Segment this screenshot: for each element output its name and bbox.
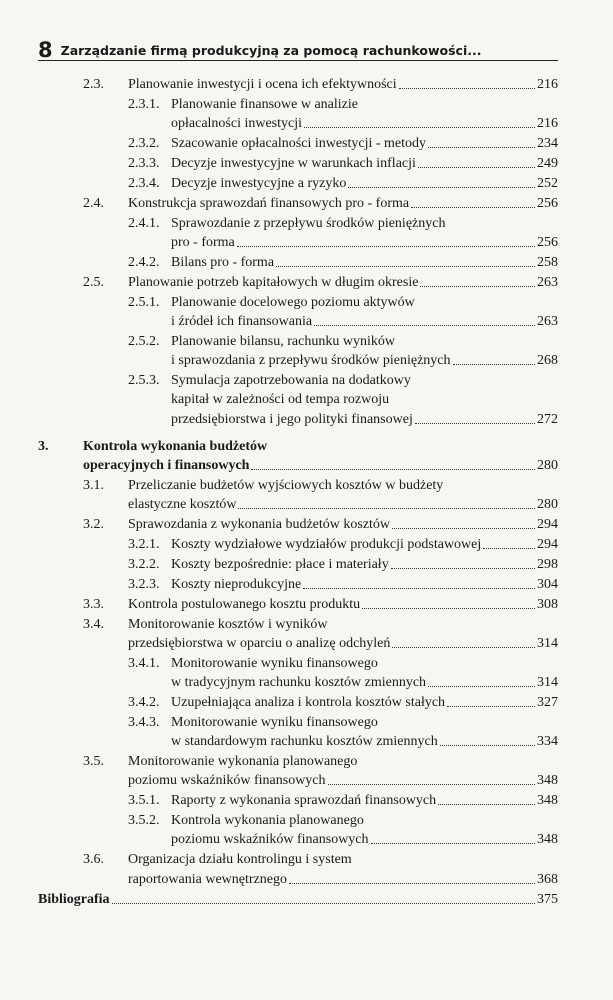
- toc-page-number: 314: [537, 675, 558, 690]
- toc-entry-number: 2.3.: [83, 77, 104, 92]
- toc-entry-number: 2.5.2.: [128, 333, 160, 349]
- toc-entry-number: 2.3.2.: [128, 136, 160, 152]
- toc-line: [171, 333, 395, 351]
- toc-entry-number: 2.5.1.: [128, 294, 160, 310]
- toc-entry-number: 2.5.3.: [128, 373, 160, 389]
- toc-entry-title: Bibliografia: [38, 891, 110, 907]
- toc-line: [171, 313, 558, 331]
- dot-leader: [391, 556, 535, 569]
- toc-line: [171, 391, 389, 409]
- toc-line: [128, 477, 443, 495]
- toc-line: [128, 195, 558, 213]
- toc-line: [128, 496, 558, 514]
- toc-entry-title: Monitorowanie kosztów i wyników: [128, 616, 328, 632]
- toc-entry-title: raportowania wewnętrznego: [128, 871, 287, 887]
- dot-leader: [314, 313, 535, 326]
- toc-entry-number: 2.3.4.: [128, 175, 160, 191]
- toc-line: [128, 753, 357, 771]
- toc-page-number: 375: [537, 891, 558, 907]
- toc-line: [128, 616, 327, 634]
- toc-page-number: 256: [537, 235, 558, 250]
- toc-page-number: 268: [537, 353, 558, 369]
- toc-entry-title: Koszty bezpośrednie: płace i materiały: [171, 556, 389, 572]
- toc-entry-title: Organizacja działu kontrolingu i system: [128, 852, 352, 868]
- toc-line: [171, 714, 378, 732]
- toc-entry-number: 2.3.1.: [128, 96, 160, 112]
- dot-leader: [392, 516, 535, 529]
- dot-leader: [428, 135, 535, 148]
- toc-line: [171, 215, 445, 233]
- toc-entry-title: Planowanie potrzeb kapitałowych w długim okresie: [128, 274, 419, 290]
- toc-line: [128, 635, 558, 653]
- dot-leader: [438, 792, 535, 805]
- dot-leader: [392, 635, 535, 648]
- toc-line: [171, 294, 415, 312]
- toc-page-number: 216: [537, 77, 558, 92]
- toc-line: [171, 556, 558, 574]
- toc-entry-title: Monitorowanie wyniku finansowego: [171, 714, 378, 730]
- toc-entry-title: w standardowym rachunku kosztów zmiennych: [171, 734, 438, 750]
- toc-page-number: 249: [537, 156, 558, 171]
- dot-leader: [483, 536, 535, 549]
- dot-leader: [418, 155, 535, 168]
- dot-leader: [447, 694, 535, 707]
- toc-line: [171, 96, 358, 114]
- toc-line: [171, 254, 558, 272]
- toc-entry-number: 3.1.: [83, 477, 104, 493]
- toc-page-number: 348: [537, 773, 558, 789]
- toc-line: [128, 516, 558, 534]
- toc-entry-title: opłacalności inwestycji: [171, 116, 303, 132]
- toc-entry-title: Przeliczanie budżetów wyjściowych kosztów w budżety: [128, 477, 444, 493]
- toc-entry-title: Bilans pro - forma: [171, 254, 275, 270]
- running-title: Zarządzanie firmą produkcyjną za pomocą rachunkowości...: [60, 43, 482, 58]
- toc-line: [128, 596, 558, 614]
- toc-line: [128, 772, 558, 790]
- toc-entry-title: Kontrola postulowanego kosztu produktu: [128, 596, 361, 612]
- toc-entry-title: Monitorowanie wyniku finansowego: [171, 655, 378, 671]
- dot-leader: [399, 76, 535, 89]
- toc-entry-number: 3.3.: [83, 596, 104, 612]
- toc-entry-number: 3.4.1.: [128, 655, 160, 671]
- toc-entry-title: Koszty wydziałowe wydziałów produkcji podstawowej: [171, 536, 482, 552]
- dot-leader: [237, 234, 535, 247]
- toc-entry-title: i sprawozdania z przepływu środków pieniężnych: [171, 353, 451, 369]
- toc-page-number: 314: [537, 635, 558, 651]
- toc-line: [171, 792, 558, 810]
- toc-entry-title: przedsiębiorstwa i jego polityki finansowej: [171, 411, 413, 427]
- toc-entry-number: 2.3.3.: [128, 156, 160, 171]
- toc-entry-number: 2.4.2.: [128, 254, 160, 270]
- toc-entry-number: 3.2.1.: [128, 536, 160, 552]
- toc-line: [171, 411, 558, 429]
- toc-page-number: 263: [537, 314, 558, 329]
- toc-entry-title: pro - forma: [171, 235, 235, 250]
- dot-leader: [304, 115, 535, 128]
- toc-line: [171, 536, 558, 554]
- dot-leader: [251, 457, 535, 470]
- toc-entry-number: 3.5.2.: [128, 813, 160, 829]
- toc-entry-number: 3.5.: [83, 754, 104, 769]
- toc-line: [83, 457, 558, 475]
- toc-line: [128, 76, 558, 94]
- toc-entry-number: 2.5.: [83, 274, 104, 290]
- toc-entry-title: Decyzje inwestycyjne a ryzyko: [171, 175, 347, 191]
- toc-line: [171, 372, 411, 390]
- toc-page-number: 256: [537, 195, 558, 211]
- toc-entry-title: Planowanie bilansu, rachunku wyników: [171, 333, 395, 349]
- dot-leader: [440, 733, 535, 746]
- toc-entry-number: 3.4.2.: [128, 694, 160, 710]
- toc-line: [171, 135, 558, 153]
- toc-entry-title: Planowanie inwestycji i ocena ich efektywności: [128, 77, 397, 92]
- toc-page-number: 272: [537, 411, 558, 427]
- toc-entry-title: Sprawozdanie z przepływu środków pieniężnych: [171, 215, 446, 231]
- toc-entry-title: przedsiębiorstwa w oparciu o analizę odchyleń: [128, 635, 391, 651]
- dot-leader: [371, 831, 535, 844]
- toc-entry-number: 3.6.: [83, 852, 104, 868]
- dot-leader: [328, 772, 535, 785]
- toc-entry-number: 3.4.3.: [128, 714, 160, 730]
- toc-page-number: 334: [537, 734, 558, 750]
- toc-entry-title: Raporty z wykonania sprawozdań finansowych: [171, 793, 437, 809]
- dot-leader: [112, 891, 535, 904]
- dot-leader: [411, 195, 535, 208]
- toc-line: [171, 352, 558, 370]
- toc-page-number: 280: [537, 497, 558, 513]
- toc-line: [171, 155, 558, 173]
- dot-leader: [276, 254, 535, 267]
- toc-page-number: 348: [537, 832, 558, 848]
- toc-line: [171, 115, 558, 133]
- toc-entry-number: 3.2.2.: [128, 556, 160, 572]
- dot-leader: [348, 175, 535, 188]
- toc-entry-number: 3.5.1.: [128, 793, 160, 809]
- toc-entry-title: operacyjnych i finansowych: [83, 457, 250, 473]
- toc-entry-number: 3.: [38, 438, 49, 454]
- toc-line: [171, 733, 558, 751]
- toc-line: [171, 674, 558, 692]
- dot-leader: [303, 576, 535, 589]
- dot-leader: [415, 411, 535, 424]
- dot-leader: [428, 674, 535, 687]
- toc-entry-title: Szacowanie opłacalności inwestycji - metody: [171, 136, 427, 152]
- toc-entry-title: Planowanie finansowe w analizie: [171, 96, 358, 112]
- toc-page-number: 252: [537, 175, 558, 191]
- toc-line: [171, 831, 558, 849]
- toc-line: [128, 274, 558, 292]
- toc-entry-number: 2.4.1.: [128, 215, 160, 231]
- toc-entry-title: Sprawozdania z wykonania budżetów kosztów: [128, 517, 391, 532]
- toc-page-number: 348: [537, 793, 558, 809]
- toc-page-number: 234: [537, 136, 558, 152]
- toc-line: [128, 851, 352, 869]
- dot-leader: [453, 352, 535, 365]
- toc-line: [171, 694, 558, 712]
- toc-entry-title: Decyzje inwestycyjne w warunkach inflacji: [171, 156, 416, 171]
- toc-entry-title: w tradycyjnym rachunku kosztów zmiennych: [171, 675, 427, 690]
- toc-line: [171, 234, 558, 252]
- toc-entry-number: 3.2.: [83, 517, 104, 532]
- toc-entry-title: elastyczne kosztów: [128, 497, 237, 513]
- dot-leader: [289, 871, 535, 884]
- toc-line: [83, 438, 267, 456]
- toc-line: [38, 891, 558, 909]
- toc-entry-title: Planowanie docelowego poziomu aktywów: [171, 294, 415, 310]
- toc-entry-title: poziomu wskaźników finansowych: [128, 773, 326, 789]
- toc-page-number: 280: [537, 457, 558, 473]
- toc-entry-number: 3.2.3.: [128, 576, 160, 592]
- toc-entry-title: Koszty nieprodukcyjne: [171, 576, 302, 592]
- page-number: 8: [38, 38, 53, 62]
- toc-page-number: 294: [537, 536, 558, 552]
- toc-entry-title: poziomu wskaźników finansowych: [171, 832, 369, 848]
- toc-page-number: 304: [537, 576, 558, 592]
- toc-entry-title: i źródeł ich finansowania: [171, 314, 313, 329]
- toc-entry-title: Symulacja zapotrzebowania na dodatkowy: [171, 373, 411, 389]
- toc-page-number: 263: [537, 274, 558, 290]
- toc-entry-title: Kontrola wykonania budżetów: [83, 438, 268, 454]
- dot-leader: [420, 274, 535, 287]
- toc-entry-number: 2.4.: [83, 195, 104, 211]
- toc-line: [128, 871, 558, 889]
- toc-entry-title: Kontrola wykonania planowanego: [171, 813, 364, 829]
- dot-leader: [362, 596, 535, 609]
- toc-page-number: 327: [537, 694, 558, 710]
- toc-entry-title: kapitał w zależności od tempa rozwoju: [171, 392, 390, 408]
- toc-page-number: 216: [537, 116, 558, 132]
- toc-page-number: 298: [537, 556, 558, 572]
- toc-page-number: 308: [537, 596, 558, 612]
- toc-line: [171, 655, 378, 673]
- toc-line: [171, 812, 364, 830]
- dot-leader: [238, 496, 535, 509]
- toc-page-number: 368: [537, 871, 558, 887]
- toc-entry-title: Monitorowanie wykonania planowanego: [128, 754, 358, 769]
- toc-page-number: 294: [537, 517, 558, 532]
- toc-line: [171, 175, 558, 193]
- toc-entry-number: 3.4.: [83, 616, 104, 632]
- toc-page-number: 258: [537, 254, 558, 270]
- toc-entry-title: Konstrukcja sprawozdań finansowych pro - forma: [128, 195, 410, 211]
- toc-line: [171, 576, 558, 594]
- toc-entry-title: Uzupełniająca analiza i kontrola kosztów stałych: [171, 694, 446, 710]
